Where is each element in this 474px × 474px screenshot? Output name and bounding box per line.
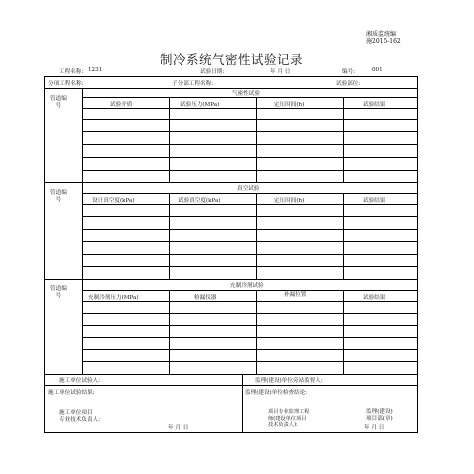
table-row-line bbox=[82, 337, 418, 338]
section3-col3: 补漏位置 bbox=[284, 292, 307, 298]
frame-top bbox=[44, 76, 418, 77]
table-row-line bbox=[82, 349, 418, 350]
section3-title-divider bbox=[82, 290, 418, 291]
frame-bottom bbox=[44, 432, 418, 433]
section3-title: 充制冷剂试验 bbox=[230, 283, 264, 289]
section2-title: 真空试验 bbox=[237, 186, 260, 192]
section1-col2: 试验压力(MPa) bbox=[180, 102, 220, 108]
page-title: 制冷系统气密性试验记录 bbox=[160, 52, 304, 67]
section1-title: 气密性试验 bbox=[232, 91, 260, 97]
supervision-conclusion-label: 监理(建设)单位检查结论: bbox=[245, 390, 308, 396]
table-row-line bbox=[82, 108, 418, 109]
construction-tech-lead-label: 施工单位项目 专业技术负责人: bbox=[59, 410, 101, 423]
table-row-line bbox=[82, 216, 418, 217]
section1-col4: 试验结果 bbox=[363, 102, 386, 108]
section2-title-divider bbox=[82, 193, 418, 194]
section2-bottom bbox=[44, 279, 418, 280]
section1-title-divider bbox=[82, 97, 418, 98]
table-row-line bbox=[82, 144, 418, 145]
frame-left bbox=[44, 76, 45, 432]
record-number-value: 001 bbox=[372, 67, 383, 73]
table-row-line bbox=[82, 325, 418, 326]
subpart-label: 子分部工程名称: bbox=[172, 81, 214, 87]
section1-pipe-col-line bbox=[82, 88, 83, 182]
construction-test-person-label: 施工单位试验人: bbox=[59, 378, 101, 384]
section1-pipe-label: 管道编 号 bbox=[50, 96, 67, 109]
form-code-line1: 湘质监统编 bbox=[366, 31, 397, 38]
table-row-line bbox=[82, 204, 418, 205]
table-row-line bbox=[82, 361, 418, 362]
supervision-engineer-label: 项目专业监理工程 师(建设单位项目 技术负责人): bbox=[268, 409, 310, 428]
section2-col4: 试验结果 bbox=[363, 198, 386, 204]
section3-pipe-col-line bbox=[82, 279, 83, 374]
footer-row-divider bbox=[44, 385, 418, 386]
section2-pipe-label: 管道编 号 bbox=[50, 190, 67, 203]
test-date-label: 试验日期: bbox=[200, 69, 225, 75]
supervision-seal-label: 监理(建设) 项目部(章) bbox=[366, 409, 393, 422]
header-row-divider bbox=[44, 88, 418, 89]
table-row-line bbox=[82, 170, 418, 171]
project-name-value: 1231 bbox=[88, 67, 103, 73]
section3-bottom bbox=[44, 374, 418, 375]
test-date-value: 年 月 日 bbox=[270, 69, 291, 75]
table-row-line bbox=[82, 229, 418, 230]
supervision-sign-date: 年 月 日 bbox=[364, 425, 385, 431]
record-number-label: 编号: bbox=[342, 69, 356, 75]
table-row-line bbox=[82, 254, 418, 255]
form-code-line2: 施2015-162 bbox=[366, 38, 401, 45]
subproject-label: 分项工程名称: bbox=[48, 81, 84, 87]
construction-sign-date: 年 月 日 bbox=[168, 425, 189, 431]
table-row-line bbox=[82, 301, 418, 302]
section1-col1: 试验介质 bbox=[110, 102, 133, 108]
table-row-line bbox=[82, 131, 418, 132]
section2-col1: 设计真空度(kPa) bbox=[92, 198, 135, 204]
section3-pipe-label: 管道编 号 bbox=[50, 286, 67, 299]
section3-col1: 充制冷剂压力(MPa) bbox=[88, 295, 139, 301]
construction-conclusion-label: 施工单位试验结果: bbox=[48, 390, 95, 396]
supervision-test-person-label: 监理(建设)单位旁站监督人: bbox=[255, 378, 323, 384]
section3-col4: 试验结果 bbox=[363, 295, 386, 301]
section2-col2: 试验真空度(kPa) bbox=[178, 198, 221, 204]
project-name-label: 工程名称: bbox=[59, 69, 84, 75]
table-row-line bbox=[82, 157, 418, 158]
table-row-line bbox=[82, 241, 418, 242]
section3-col2: 检漏仪器 bbox=[194, 295, 217, 301]
table-row-line bbox=[82, 119, 418, 120]
test-location-label: 试验部位: bbox=[336, 81, 361, 87]
section1-col3: 定压时间(h) bbox=[274, 102, 305, 108]
table-row-line bbox=[82, 266, 418, 267]
section1-bottom bbox=[44, 182, 418, 183]
section2-col3: 定压时间(h) bbox=[274, 198, 305, 204]
section2-pipe-col-line bbox=[82, 182, 83, 279]
table-row-line bbox=[82, 313, 418, 314]
footer-center-line bbox=[242, 374, 243, 432]
